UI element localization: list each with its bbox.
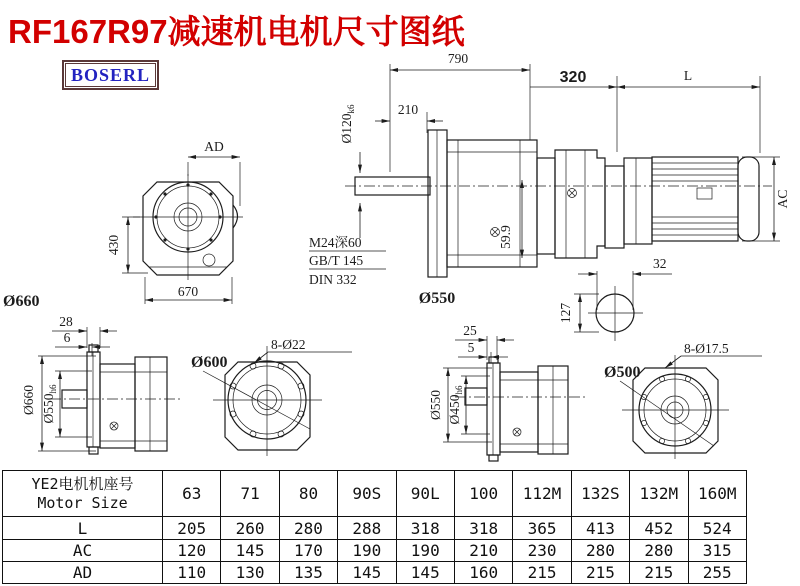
cell-AD-112M: 215 xyxy=(513,561,571,583)
cell-L-90S: 288 xyxy=(338,517,396,539)
note-gbt145: GB/T 145 xyxy=(309,253,364,268)
label-flange-550: Ø550 xyxy=(418,290,456,307)
cell-L-80: 280 xyxy=(279,517,337,539)
dim-motor-ac xyxy=(742,157,790,241)
col-header-90S: 90S xyxy=(338,471,396,517)
col-header-132M: 132M xyxy=(630,471,688,517)
dim-320: 320 xyxy=(559,69,587,86)
cell-AD-132M: 215 xyxy=(630,561,688,583)
dim-210: 210 xyxy=(397,102,419,117)
dim-5-text: 5 xyxy=(467,340,475,355)
header-cn: YE2电机机座号 xyxy=(31,474,134,493)
table-row-L xyxy=(3,517,747,539)
dim-a-spigot-text: Ø550 xyxy=(41,393,56,424)
cell-AC-160M: 315 xyxy=(688,539,746,561)
dim-adapter-motor-length xyxy=(530,68,760,153)
side-view-550-flange xyxy=(455,357,585,461)
dim-AC: AC xyxy=(775,189,790,209)
cell-AC-71: 145 xyxy=(221,539,279,561)
cell-AC-112M: 230 xyxy=(513,539,571,561)
col-header-90L: 90L xyxy=(396,471,454,517)
col-header-132S: 132S xyxy=(571,471,629,517)
table-row-AC xyxy=(3,539,747,561)
col-header-71: 71 xyxy=(221,471,279,517)
dim-32-text: 32 xyxy=(653,256,667,271)
dim-shaft-diameter xyxy=(339,104,360,173)
dim-59-9: 59.9 xyxy=(498,225,513,249)
cell-AD-132S: 215 xyxy=(571,561,629,583)
dim-670 xyxy=(145,277,232,304)
cell-L-63: 205 xyxy=(163,517,221,539)
main-side-view xyxy=(345,130,772,277)
label-8-d17-5-text: 8-Ø17.5 xyxy=(684,341,729,356)
cell-AD-90L: 145 xyxy=(396,561,454,583)
col-header-160M: 160M xyxy=(688,471,746,517)
dim-28-text: 28 xyxy=(59,314,73,329)
dim-25 xyxy=(455,323,514,360)
dim-430-text: 430 xyxy=(106,234,121,256)
row-label-AC: AC xyxy=(3,539,163,561)
header-en: Motor Size xyxy=(37,493,128,512)
cell-AC-90S: 190 xyxy=(338,539,396,561)
label-bcd-500: Ø500 xyxy=(604,364,641,381)
dim-d120-tol: k6 xyxy=(346,104,356,114)
label-8-d22 xyxy=(254,337,352,363)
note-tapped-hole xyxy=(309,203,386,287)
dim-c-spigot-tol: h6 xyxy=(454,385,464,395)
shaft-cross-section xyxy=(588,271,643,341)
cell-AC-63: 120 xyxy=(163,539,221,561)
svg-text:Ø450h6 xyxy=(447,385,464,425)
dim-shaft-length xyxy=(375,102,443,133)
cell-AD-100: 160 xyxy=(454,561,512,583)
dim-center-offset xyxy=(498,180,522,258)
dim-a-spigot-tol: h6 xyxy=(48,384,58,394)
svg-text:Ø550h6 xyxy=(41,384,58,424)
cell-AD-71: 130 xyxy=(221,561,279,583)
label-od-660: Ø660 xyxy=(3,293,40,310)
side-view-660-flange xyxy=(50,345,180,454)
cell-AD-90S: 145 xyxy=(338,561,396,583)
row-label-L: L xyxy=(3,517,163,539)
dim-32 xyxy=(578,256,672,274)
label-bcd-600: Ø600 xyxy=(191,354,228,371)
dim-L: L xyxy=(683,68,693,83)
dim-a-od660-text: Ø660 xyxy=(21,385,36,415)
gearbox-front-view xyxy=(133,174,243,280)
dim-6-text: 6 xyxy=(63,330,71,345)
cell-L-100: 318 xyxy=(454,517,512,539)
page-title: RF167R97减速机电机尺寸图纸 xyxy=(8,13,465,50)
motor-size-table-body xyxy=(3,471,747,584)
dim-a-spigot550 xyxy=(41,371,92,437)
cell-L-132S: 413 xyxy=(571,517,629,539)
cell-AC-80: 170 xyxy=(279,539,337,561)
dim-AD-text: AD xyxy=(204,139,224,154)
dim-c-spigot-text: Ø450 xyxy=(447,394,462,425)
row-label-AD: AD xyxy=(3,561,163,583)
dim-5 xyxy=(458,340,508,363)
cell-AD-80: 135 xyxy=(279,561,337,583)
dim-28 xyxy=(52,314,117,348)
note-din332: DIN 332 xyxy=(309,272,357,287)
cell-AD-63: 110 xyxy=(163,561,221,583)
col-header-63: 63 xyxy=(163,471,221,517)
dim-d120: Ø120 xyxy=(339,113,354,144)
boserl-logo-text: BOSERL xyxy=(65,63,156,87)
cell-AD-160M: 255 xyxy=(688,561,746,583)
col-header-112M: 112M xyxy=(513,471,571,517)
dim-6 xyxy=(55,330,110,356)
cell-AC-100: 210 xyxy=(454,539,512,561)
dim-670-text: 670 xyxy=(177,284,199,299)
dim-127-text: 127 xyxy=(558,302,573,324)
cell-L-90L: 318 xyxy=(396,517,454,539)
cell-AC-132S: 280 xyxy=(571,539,629,561)
cell-AC-90L: 190 xyxy=(396,539,454,561)
table-header-row xyxy=(3,471,747,517)
svg-text:Ø120k6 xyxy=(339,104,356,144)
dim-790: 790 xyxy=(447,51,469,66)
dim-25-text: 25 xyxy=(463,323,477,338)
cell-L-132M: 452 xyxy=(630,517,688,539)
col-header-100: 100 xyxy=(454,471,512,517)
table-header-label xyxy=(3,471,163,517)
motor-size-table xyxy=(2,470,747,584)
cell-L-71: 260 xyxy=(221,517,279,539)
table-row-AD xyxy=(3,561,747,583)
label-8-d22-text: 8-Ø22 xyxy=(271,337,306,352)
col-header-80: 80 xyxy=(279,471,337,517)
cell-AC-132M: 280 xyxy=(630,539,688,561)
note-m24: M24深60 xyxy=(309,235,362,250)
cell-L-160M: 524 xyxy=(688,517,746,539)
dim-430 xyxy=(106,217,148,273)
dim-c-od550-text: Ø550 xyxy=(428,390,443,420)
cell-L-112M: 365 xyxy=(513,517,571,539)
label-8-d17-5 xyxy=(665,341,762,368)
